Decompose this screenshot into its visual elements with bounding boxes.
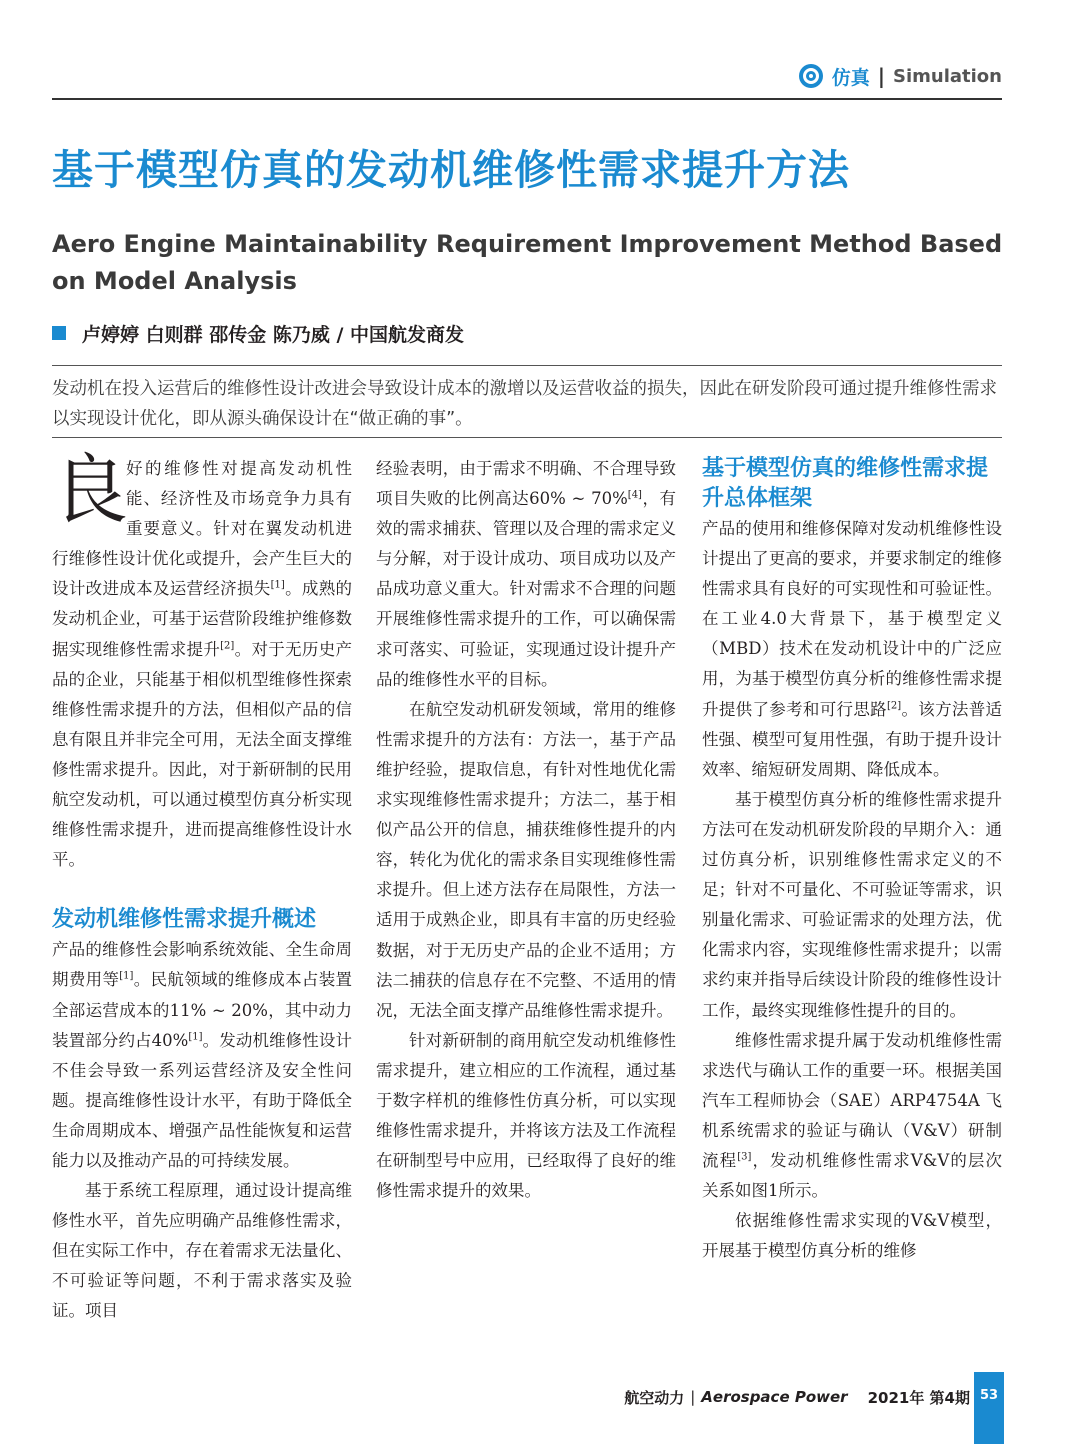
paragraph: 基于模型仿真分析的维修性需求提升方法可在发动机研发阶段的早期介入：通过仿真分析，识别维修性需求定义的不足；针对不可量化、不可验证等需求，识别量化需求、可验证需求的处理方法，优化需求内容，实现维修性需求提升；以需求约束并指导后续设计阶段的维修性设计工作，最终实现维修性提升的目的。: [702, 789, 1002, 1020]
citation: [1]: [270, 579, 285, 591]
authors-text: 卢婷婷 白则群 邵传金 陈乃威 / 中国航发商发: [82, 323, 465, 346]
column-1: [52, 445, 353, 1327]
citation: [2]: [886, 700, 902, 712]
page-number: 53: [974, 1372, 1004, 1444]
paragraph: 产品的维修性会影响系统效能、全生命周期费用等[1]。民航领域的维修成本占装置全部运营成本的11% ~ 20%，其中动力装置部分约占40%[1]。发动机维修性设计不佳会导致一系列运营经济及安全性问题。提高维修性设计水平，有助于降低全生命周期成本、增强产品性能恢复和运营能力以及推动产品的可持续发展。: [52, 940, 353, 1170]
paragraph: 产品的使用和维修保障对发动机维修性设计提出了更高的要求，并要求制定的维修性需求具有良好的可实现性和可验证性。在工业4.0大背景下，基于模型定义（MBD）技术在发动机设计中的广泛应用，为基于模型仿真分析的维修性需求提升提供了参考和可行思路[2]。该方法普适性强、模型可复用性强，有助于提升设计效率、缩短研发周期、降低成本。: [702, 519, 1003, 779]
paragraph: 维修性需求提升属于发动机维修性需求迭代与确认工作的重要一环。根据美国汽车工程师协会（SAE）ARP4754A 飞机系统需求的验证与确认（V&V）研制流程[3]，发动机维修性需求V&V的层次关系如图1所示。: [702, 1030, 1003, 1201]
journal-name-cn: 航空动力: [624, 1388, 685, 1407]
section-name-cn: 仿真: [831, 66, 870, 89]
paragraph: 经验表明，由于需求不明确、不合理导致项目失败的比例高达60% ~ 70%[4]，有效的需求捕获、管理以及合理的需求定义与分解，对于设计成功、项目成功以及产品成功意义重大。针对需求不合理的问题开展维修性需求提升的工作，可以确保需求可落实、可验证，实现通过设计提升产品的维修性水平的目标。: [376, 459, 676, 689]
section-heading: 基于模型仿真的维修性需求提升总体框架: [702, 456, 989, 511]
section-heading: 发动机维修性需求提升概述: [52, 907, 317, 933]
abstract-rule-bottom: [52, 437, 1002, 438]
section-tag: [798, 60, 1002, 92]
citation: [4]: [627, 489, 642, 501]
citation: [2]: [220, 640, 235, 652]
journal-name-en: Aerospace Power: [701, 1388, 848, 1406]
section-name-en: Simulation: [893, 65, 1002, 87]
author-line: [52, 318, 464, 348]
paragraph: 依据维修性需求实现的V&V模型，开展基于模型仿真分析的维修: [702, 1211, 1002, 1261]
abstract-rule-top: [52, 365, 1002, 366]
paragraph: 针对新研制的商用航空发动机维修性需求提升，建立相应的工作流程，通过基于数字样机的维修性仿真分析，可以实现维修性需求提升，并将该方法及工作流程在研制型号中应用，已经取得了良好的维修性需求提升的效果。: [376, 1030, 676, 1201]
citation: [1]: [188, 1031, 203, 1043]
citation: [1]: [119, 970, 134, 982]
paragraph: 良 好的维修性对提高发动机性能、经济性及市场竞争力具有重要意义。针对在翼发动机进行维修性设计优化或提升，会产生巨大的设计改进成本及运营经济损失[1]。成熟的发动机企业，可基于运营阶段维护维修数据实现维修性需求提升[2]。对于无历史产品的企业，只能基于相似机型维修性探索维修性需求提升的方法，但相似产品的信息有限且并非完全可用，无法全面支撑维修性需求提升。因此，对于新研制的民用航空发动机，可以通过模型仿真分析实现维修性需求提升，进而提高维修性设计水平。: [52, 445, 353, 870]
gear-circle-icon: [798, 63, 824, 89]
footer-separator: |: [690, 1388, 696, 1406]
citation: [3]: [737, 1151, 752, 1163]
paragraph: 基于系统工程原理，通过设计提高维修性水平，首先应明确产品维修性需求，但在实际工作中，存在着需求无法量化、不可验证等问题，不利于需求落实及验证。项目: [52, 1181, 352, 1321]
paragraph: 在航空发动机研发领域，常用的维修性需求提升的方法有：方法一，基于产品维护经验，提取信息，有针对性地优化需求实现维修性需求提升；方法二，基于相似产品公开的信息，捕获维修性提升的内容，转化为优化的需求条目实现维修性需求提升。但上述方法存在局限性，方法一适用于成熟企业，即具有丰富的历史经验数据，对于无历史产品的企业不适用；方法二捕获的信息存在不完整、不适用的情况，无法全面支撑产品维修性需求提升。: [376, 699, 676, 1020]
page-footer: [624, 1382, 970, 1412]
column-2: [376, 454, 676, 1206]
issue-label: 2021年 第4期: [867, 1388, 970, 1407]
article-title-cn: 基于模型仿真的发动机维修性需求提升方法: [52, 146, 850, 194]
drop-cap: 良: [52, 445, 128, 534]
abstract: 发动机在投入运营后的维修性设计改进会导致设计成本的激增以及运营收益的损失，因此在研发阶段可通过提升维修性需求以实现设计优化，即从源头确保设计在“做正确的事”。: [52, 379, 997, 429]
header-rule: [52, 98, 1002, 100]
column-3: [702, 454, 1002, 1266]
author-marker: [52, 326, 66, 340]
section-separator: |: [877, 64, 886, 88]
article-title-en: Aero Engine Maintainability Requirement Improvement Method Based on Model Analysis: [52, 230, 1003, 295]
